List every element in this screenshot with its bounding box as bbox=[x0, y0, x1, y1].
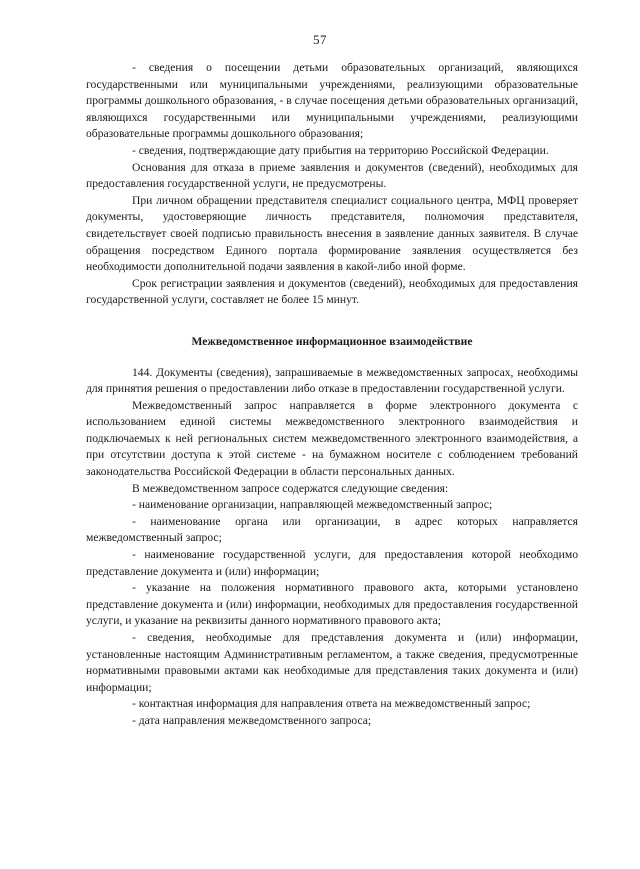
paragraph-interagency-request-form: Межведомственный запрос направляется в форме электронного документа с использованием единой системы межведомственного электронного взаимодействия и подключаемых к ней региональных систем межведомственного электронного взаимодействия, а при отсутствии доступа к этой системе - на бумажном носителе с соблюдением требований законодательства Российской Федерации в области персональных данных. bbox=[86, 398, 578, 479]
paragraph-personal-visit: При личном обращении представителя специалист социального центра, МФЦ проверяет документы, удостоверяющие личность представителя, полномочия представителя, свидетельствует своей подписью правильность внесения в заявление данных заявителя. В случае обращения посредством Единого портала формирование заявления осуществляется без необходимости дополнительной подачи заявления в какой-либо иной форме. bbox=[86, 193, 578, 274]
section-heading: Межведомственное информационное взаимодействие bbox=[191, 334, 473, 348]
paragraph-item-144: 144. Документы (сведения), запрашиваемые в межведомственных запросах, необходимы для принятия решения о предоставлении либо отказе в предоставлении государственной услуги. bbox=[86, 365, 578, 396]
list-item-required-info: - сведения, необходимые для представления документа и (или) информации, установленные настоящим Административным регламентом, а также сведения, предусмотренные нормативными правовыми актами как необходимые для представления таких документа и (или) информации; bbox=[86, 631, 578, 694]
list-item-contact-info: - контактная информация для направления ответа на межведомственный запрос; bbox=[132, 697, 531, 711]
list-item-addressee: - наименование органа или организации, в адрес которых направляется межведомственный запрос; bbox=[86, 514, 578, 545]
list-item-requesting-organization: - наименование организации, направляющей межведомственный запрос; bbox=[132, 498, 493, 512]
paragraph-refusal-grounds: Основания для отказа в приеме заявления и документов (сведений), необходимых для предоставления государственной услуги, не предусмотрены. bbox=[86, 160, 578, 191]
list-item-request-date: - дата направления межведомственного запроса; bbox=[132, 713, 372, 727]
paragraph-request-contents-intro: В межведомственном запросе содержатся следующие сведения: bbox=[132, 481, 449, 495]
list-item-service-name: - наименование государственной услуги, для предоставления которой необходимо представление документа и (или) информации; bbox=[86, 548, 578, 578]
list-item-legal-act: - указание на положения нормативного правового акта, которыми установлено представление документа и (или) информации, необходимых для предоставления государственной услуги, и указание на реквизиты данного нормативного правового акта; bbox=[86, 581, 578, 628]
page-number: 57 bbox=[313, 32, 327, 47]
document-body bbox=[86, 60, 578, 730]
paragraph-registration-term: Срок регистрации заявления и документов (сведений), необходимых для предоставления государственной услуги, составляет не более 15 минут. bbox=[86, 276, 578, 307]
paragraph-arrival-date: - сведения, подтверждающие дату прибытия на территорию Российской Федерации. bbox=[132, 143, 549, 157]
paragraph-preschool-attendance: - сведения о посещении детьми образовательных организаций, являющихся государственными или муниципальными учреждениями, реализующими образовательные программы дошкольного образования, - в случае посещения детьми образовательных организаций, являющихся государственными или муниципальными учреждениями, реализующими образовательные программы дошкольного образования; bbox=[86, 61, 578, 141]
